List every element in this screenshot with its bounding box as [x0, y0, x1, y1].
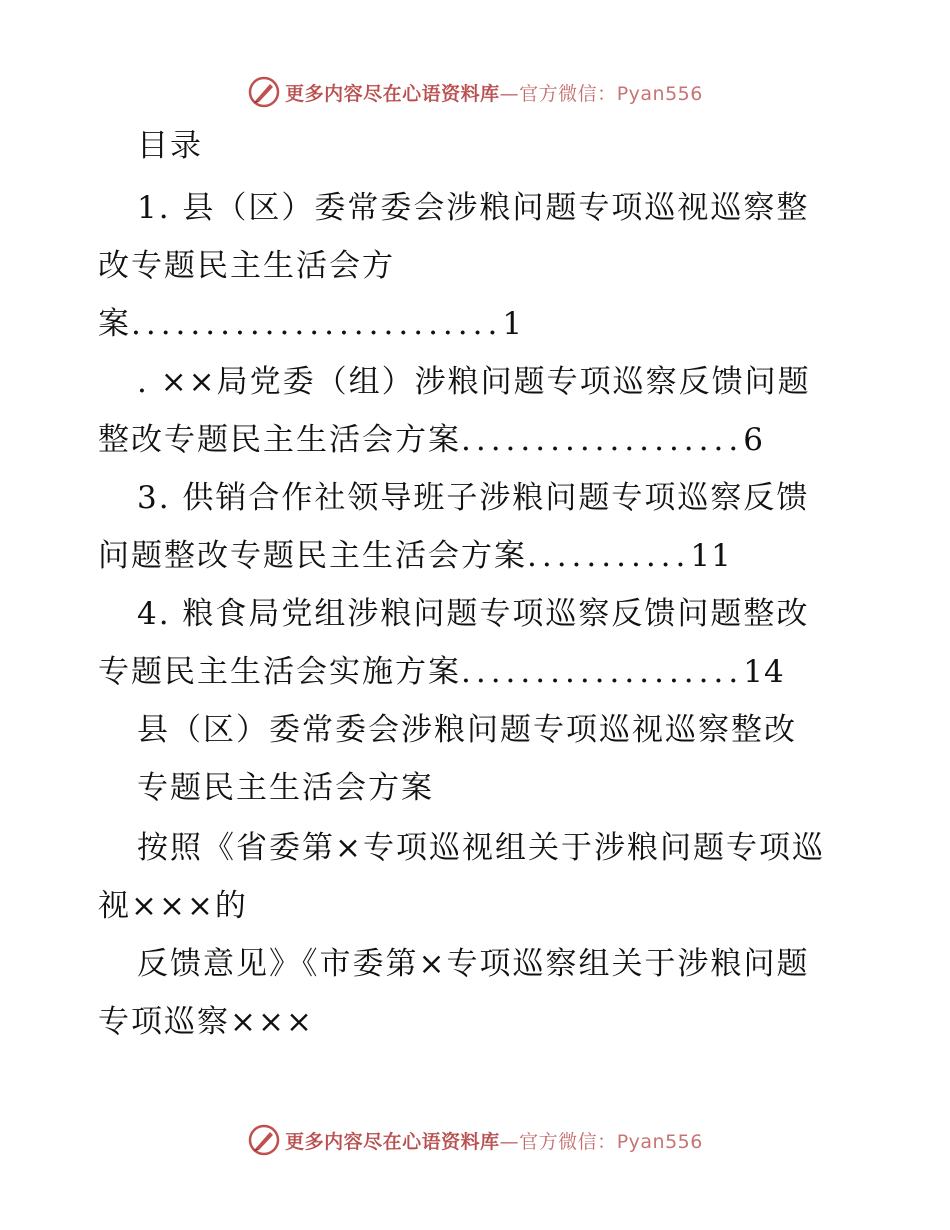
toc-entry-1-leader: ......................... — [131, 306, 503, 342]
toc-entry-3-tail: 问题整改专题民主生活会方案 — [98, 538, 527, 574]
watermark-id: Pyan556 — [616, 82, 703, 105]
watermark-label: 官方微信： — [519, 1130, 617, 1153]
watermark-header — [0, 72, 950, 112]
watermark-brand: 更多内容尽在心语资料库 — [285, 1130, 500, 1153]
watermark-id: Pyan556 — [616, 1130, 703, 1153]
watermark-footer — [0, 1120, 950, 1160]
toc-entry-4-line-1: 4. 粮食局党组涉粮问题专项巡察反馈问题整改 — [137, 596, 810, 632]
toc-entry-4-leader: ................... — [461, 654, 744, 690]
watermark-label: 官方微信： — [519, 82, 617, 105]
toc-entry-2-tail: 整改专题民主生活会方案 — [98, 422, 461, 458]
watermark-text — [285, 79, 703, 106]
toc-entry-1-line-1: 1. 县（区）委常委会涉粮问题专项巡视巡察整 — [137, 190, 810, 226]
toc-entry-1-line-2: 改专题民主生活会方 — [98, 248, 395, 284]
toc-entry-1-tail: 案 — [98, 306, 131, 342]
toc-entry-2-line-1: . ××局党委（组）涉粮问题专项巡察反馈问题 — [137, 364, 811, 400]
watermark-separator: — — [499, 1130, 520, 1153]
toc-entry-2-line-2 — [0, 411, 950, 469]
toc-entry-3-leader: ........... — [527, 538, 691, 574]
toc-heading: 目录 — [137, 128, 203, 164]
doc-title-line-1: 县（区）委常委会涉粮问题专项巡视巡察整改 — [137, 712, 797, 748]
toc-entry-3-line-2 — [0, 527, 950, 585]
toc-entry-2-page: 6 — [743, 422, 764, 458]
toc-entry-4-tail: 专题民主生活会实施方案 — [98, 654, 461, 690]
body-line-4: 专项巡察××× — [98, 1004, 314, 1040]
toc-entry-1-line-3 — [0, 295, 950, 353]
body-line-3: 反馈意见》《市委第×专项巡察组关于涉粮问题 — [137, 946, 810, 982]
toc-entry-1-page: 1 — [502, 306, 524, 342]
quill-logo-icon — [247, 75, 281, 109]
toc-entry-4-line-2 — [0, 643, 950, 701]
watermark-text — [285, 1127, 703, 1154]
body-line-2: 视×××的 — [98, 888, 248, 924]
toc-entry-4-page: 14 — [743, 654, 785, 690]
watermark-brand: 更多内容尽在心语资料库 — [285, 82, 500, 105]
toc-entry-3-page: 11 — [690, 538, 732, 574]
doc-title-line-2: 专题民主生活会方案 — [137, 770, 434, 806]
toc-entry-2-leader: ................... — [461, 422, 744, 458]
watermark-separator: — — [499, 82, 520, 105]
body-line-1: 按照《省委第×专项巡视组关于涉粮问题专项巡 — [137, 830, 825, 866]
toc-entry-3-line-1: 3. 供销合作社领导班子涉粮问题专项巡察反馈 — [137, 480, 810, 516]
quill-logo-icon — [247, 1123, 281, 1157]
